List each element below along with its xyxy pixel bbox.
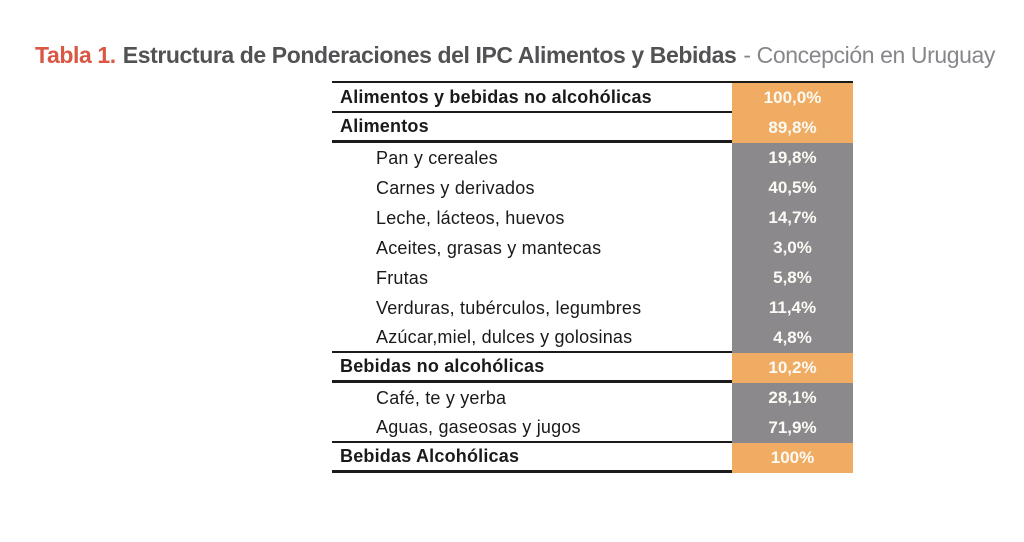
title-main-text: Estructura de Ponderaciones del IPC Alimentos y Bebidas [122, 42, 737, 68]
page-title [35, 42, 995, 69]
row-label: Azúcar,miel, dulces y golosinas [332, 323, 732, 353]
row-value: 19,8% [732, 143, 853, 173]
table-row [332, 353, 853, 383]
table-row [332, 413, 853, 443]
table-row [332, 143, 853, 173]
row-value: 5,8% [732, 263, 853, 293]
table-row [332, 263, 853, 293]
row-label: Pan y cereales [332, 143, 732, 173]
row-value: 71,9% [732, 413, 853, 443]
row-value: 11,4% [732, 293, 853, 323]
row-label: Aceites, grasas y mantecas [332, 233, 732, 263]
row-value: 10,2% [732, 353, 853, 383]
row-label: Leche, lácteos, huevos [332, 203, 732, 233]
weights-table [332, 81, 853, 473]
table-row [332, 233, 853, 263]
row-value: 40,5% [732, 173, 853, 203]
table-row [332, 323, 853, 353]
row-value: 100% [732, 443, 853, 473]
row-value: 28,1% [732, 383, 853, 413]
row-label: Bebidas no alcohólicas [332, 353, 732, 383]
table-row [332, 443, 853, 473]
table-row [332, 383, 853, 413]
table-number-label: Tabla 1. [35, 42, 116, 68]
row-label: Alimentos y bebidas no alcohólicas [332, 83, 732, 113]
row-label: Aguas, gaseosas y jugos [332, 413, 732, 443]
table-row [332, 203, 853, 233]
row-label: Alimentos [332, 113, 732, 143]
row-value: 14,7% [732, 203, 853, 233]
row-label: Verduras, tubérculos, legumbres [332, 293, 732, 323]
row-label: Bebidas Alcohólicas [332, 443, 732, 473]
table-row [332, 113, 853, 143]
row-label: Café, te y yerba [332, 383, 732, 413]
row-value: 4,8% [732, 323, 853, 353]
title-subtitle-text: - Concepción en Uruguay [743, 42, 996, 68]
table-row [332, 83, 853, 113]
row-label: Frutas [332, 263, 732, 293]
row-label: Carnes y derivados [332, 173, 732, 203]
table-row [332, 293, 853, 323]
row-value: 100,0% [732, 83, 853, 113]
table-row [332, 173, 853, 203]
row-value: 3,0% [732, 233, 853, 263]
row-value: 89,8% [732, 113, 853, 143]
